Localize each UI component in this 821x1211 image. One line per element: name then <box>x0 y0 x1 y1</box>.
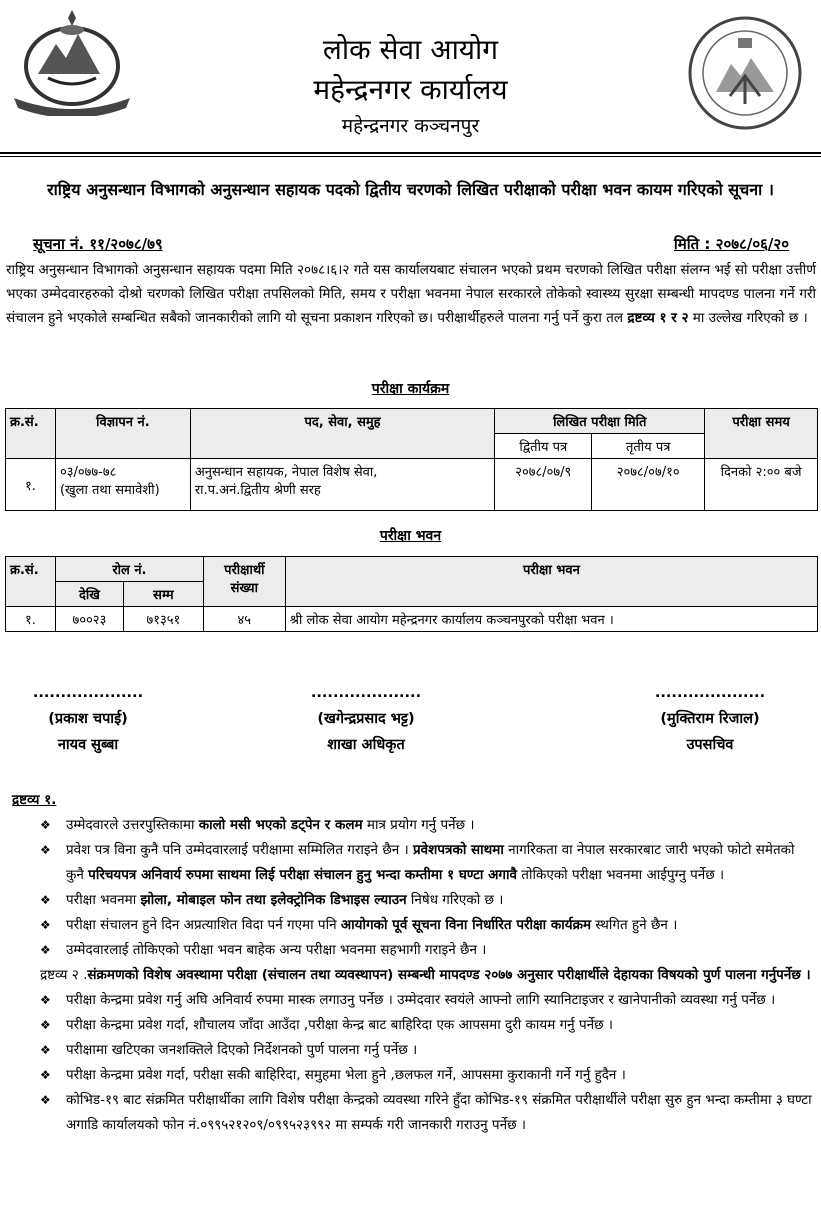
list-item: ❖ परीक्षा संचालन हुने दिन अप्रत्याशित विदा पर्न गएमा पनि आयोगको पूर्व सूचना विना निर्धारित परीक्षा कार्यक्रम स्थगित हुने छैन । <box>12 913 812 938</box>
signatory-designation: शाखा अधिकृत <box>327 737 405 753</box>
diamond-bullet-icon: ❖ <box>40 893 51 907</box>
list-item: ❖ परीक्षा केन्द्रमा प्रवेश गर्दा, परीक्षा सकी बाहिरिदा, समुहमा भेला हुने ,छलफल गर्ने, आपसमा कुराकानी गर्ने गर्नु हुदैन । <box>12 1063 812 1088</box>
note2-heading: द्रष्टव्य २ .संक्रमणको विशेष अवस्थामा परीक्षा (संचालन तथा व्यवस्थापन) सम्बन्धी मापदण्ड २०७७ अनुसार परीक्षार्थीले देहायका विषयको पुर्ण पालना गर्नुपर्नेछ । <box>40 967 811 983</box>
signatory-name: (खगेन्द्रप्रसाद भट्ट) <box>317 711 415 727</box>
diamond-bullet-icon: ❖ <box>40 1068 51 1082</box>
list-item: ❖ उम्मेदवारले उत्तरपुस्तिकामा कालो मसी भएको डट्पेन र कलम मात्र प्रयोग गर्नु पर्नेछ । <box>12 813 812 838</box>
col-paper2: द्वितीय पत्र <box>495 434 592 459</box>
col-written-date: लिखित परीक्षा मिति <box>495 409 705 434</box>
office-location: महेन्द्रनगर कञ्चनपुर <box>341 115 480 137</box>
notes-section <box>12 788 812 1138</box>
public-service-commission-logo-icon <box>686 14 804 132</box>
signature-block: .................... (प्रकाश चपाई) नायव सुब्बा <box>0 680 198 758</box>
schedule-table <box>5 408 818 511</box>
table-row: १. ०३/०७७-७८ (खुला तथा समावेशी) अनुसन्धान सहायक, नेपाल विशेष सेवा, रा.प.अनं.द्वितीय श्रेणी सरह २०७८/०७/९ २०७८/०७/१० दिनको २:०० बजे <box>6 459 818 511</box>
col-roll: रोल नं. <box>55 557 203 582</box>
list-item: ❖ परीक्षा भवनमा झोला, मोबाइल फोन तथा इलेक्ट्रोनिक डिभाइस ल्याउन निषेध गरिएको छ । <box>12 888 812 913</box>
col-venue: परीक्षा भवन <box>285 557 817 607</box>
diamond-bullet-icon: ❖ <box>40 818 51 832</box>
venue-table <box>5 556 818 632</box>
notice-number: सूचना नं. ११/२०७८/७९ <box>33 235 163 253</box>
signatory-designation: नायव सुब्बा <box>57 737 119 753</box>
list-item: ❖ प्रवेश पत्र विना कुनै पनि उम्मेदवारलाई परीक्षामा सम्मिलित गराइने छैन । प्रवेशपत्रको साथमा नागरिकता वा नेपाल सरकारबाट जारी भएको फोटो समेतको कुनै परिचयपत्र अनिवार्य रुपमा साथमा लिई परीक्षा संचालन हुनु भन्दा कम्तीमा १ घण्टा अगावै तोकिएको परीक्षा भवनमा आईपुग्नु पर्नेछ । <box>12 838 812 888</box>
col-count: परीक्षार्थी संख्या <box>203 557 285 607</box>
list-item: ❖ उम्मेदवारलाई तोकिएको परीक्षा भवन बाहेक अन्य परीक्षा भवनमा सहभागी गराइने छैन । <box>12 938 812 963</box>
signatory-designation: उपसचिव <box>686 737 734 753</box>
table-row: १. ७००२३ ७१३५१ ४५ श्री लोक सेवा आयोग महेन्द्रनगर कार्यालय कञ्चनपुरको परीक्षा भवन । <box>6 607 818 632</box>
list-item: ❖ परीक्षामा खटिएका जनशक्तिले दिएको निर्देशनको पुर्ण पालना गर्नु पर्नेछ । <box>12 1038 812 1063</box>
notice-intro: राष्ट्रिय अनुसन्धान विभागको अनुसन्धान सहायक पदमा मिति २०७८।६।२ गते यस कार्यालयबाट संचालन भएको प्रथम चरणको लिखित परीक्षा संलग्न भई सो परीक्षा उत्तीर्ण भएका उम्मेदवारहरुको दोश्रो चरणको लिखित परीक्षा तपसिलको मिति, समय र परीक्षा भवनमा नेपाल सरकारले तोकेको स्वास्थ्य सुरक्षा सम्बन्धी मापदण्ड पालना गर्ने गरी संचालन हुने भएकोले सम्बन्धित सबैको जानकारीको लागि यो सूचना प्रकाशन गरिएको छ। परीक्षार्थीहरुले पालना गर्नु पर्ने कुरा तल द्रष्टव्य १ र २ मा उल्लेख गरिएको छ । <box>6 262 816 326</box>
signatory-name: (प्रकाश चपाई) <box>48 711 128 727</box>
diamond-bullet-icon: ❖ <box>40 1093 51 1107</box>
diamond-bullet-icon: ❖ <box>40 918 51 932</box>
diamond-bullet-icon: ❖ <box>40 843 51 857</box>
header-rule-thick <box>0 152 821 154</box>
signatory-name: (मुक्तिराम रिजाल) <box>660 711 760 727</box>
notice-title: राष्ट्रिय अनुसन्धान विभागको अनुसन्धान सहायक पदको द्वितीय चरणको लिखित परीक्षाको परीक्षा भवन कायम गरिएको सूचना । <box>47 180 774 199</box>
col-sn: क्र.सं. <box>6 409 56 459</box>
signature-block: .................... (खगेन्द्रप्रसाद भट्ट) शाखा अधिकृत <box>256 680 476 758</box>
office-name: महेन्द्रनगर कार्यालय <box>313 73 508 106</box>
schedule-heading: परीक्षा कार्यक्रम <box>371 381 450 397</box>
diamond-bullet-icon: ❖ <box>40 943 51 957</box>
diamond-bullet-icon: ❖ <box>40 1043 51 1057</box>
venue-heading: परीक्षा भवन <box>379 528 442 544</box>
diamond-bullet-icon: ❖ <box>40 1018 51 1032</box>
col-from: देखि <box>55 582 123 607</box>
col-time: परीक्षा समय <box>705 409 818 459</box>
list-item: ❖ कोभिड-१९ बाट संक्रमित परीक्षार्थीका लागि विशेष परीक्षा केन्द्रको व्यवस्था गरिने हुँदा कोभिड-१९ संक्रमित परीक्षार्थीले परीक्षा सुरु हुन भन्दा कम्तीमा ३ घण्टा अगाडि कार्यालयको फोन नं.०९९५२१२०९/०९९५२३९९२ मा सम्पर्क गरी जानकारी गराउनु पर्नेछ । <box>12 1088 812 1138</box>
note1-heading: द्रष्टव्य १. <box>12 792 57 808</box>
header-rule-thin <box>0 156 821 157</box>
commission-name: लोक सेवा आयोग <box>322 33 499 66</box>
diamond-bullet-icon: ❖ <box>40 993 51 1007</box>
col-ad-no: विज्ञापन नं. <box>55 409 190 459</box>
note1-list <box>12 813 812 963</box>
col-sn: क्र.सं. <box>6 557 56 607</box>
col-post: पद, सेवा, समुह <box>190 409 495 459</box>
col-to: सम्म <box>123 582 203 607</box>
notice-date: मिति : २०७८/०६/२० <box>673 235 789 253</box>
signature-block: .................... (मुक्तिराम रिजाल) उपसचिव <box>600 680 820 758</box>
note2-list <box>12 988 812 1138</box>
col-paper3: तृतीय पत्र <box>592 434 705 459</box>
list-item: ❖ परीक्षा केन्द्रमा प्रवेश गर्नु अघि अनिवार्य रुपमा मास्क लगाउनु पर्नेछ । उम्मेदवार स्वयंले आफ्नो लागि स्यानिटाइजर र खानेपानीको व्यवस्था गर्नु पर्नेछ । <box>12 988 812 1013</box>
list-item: ❖ परीक्षा केन्द्रमा प्रवेश गर्दा, शौचालय जाँदा आउँदा ,परीक्षा केन्द्र बाट बाहिरिदा एक आपसमा दुरी कायम गर्नु पर्नेछ । <box>12 1013 812 1038</box>
letterhead <box>0 0 821 150</box>
